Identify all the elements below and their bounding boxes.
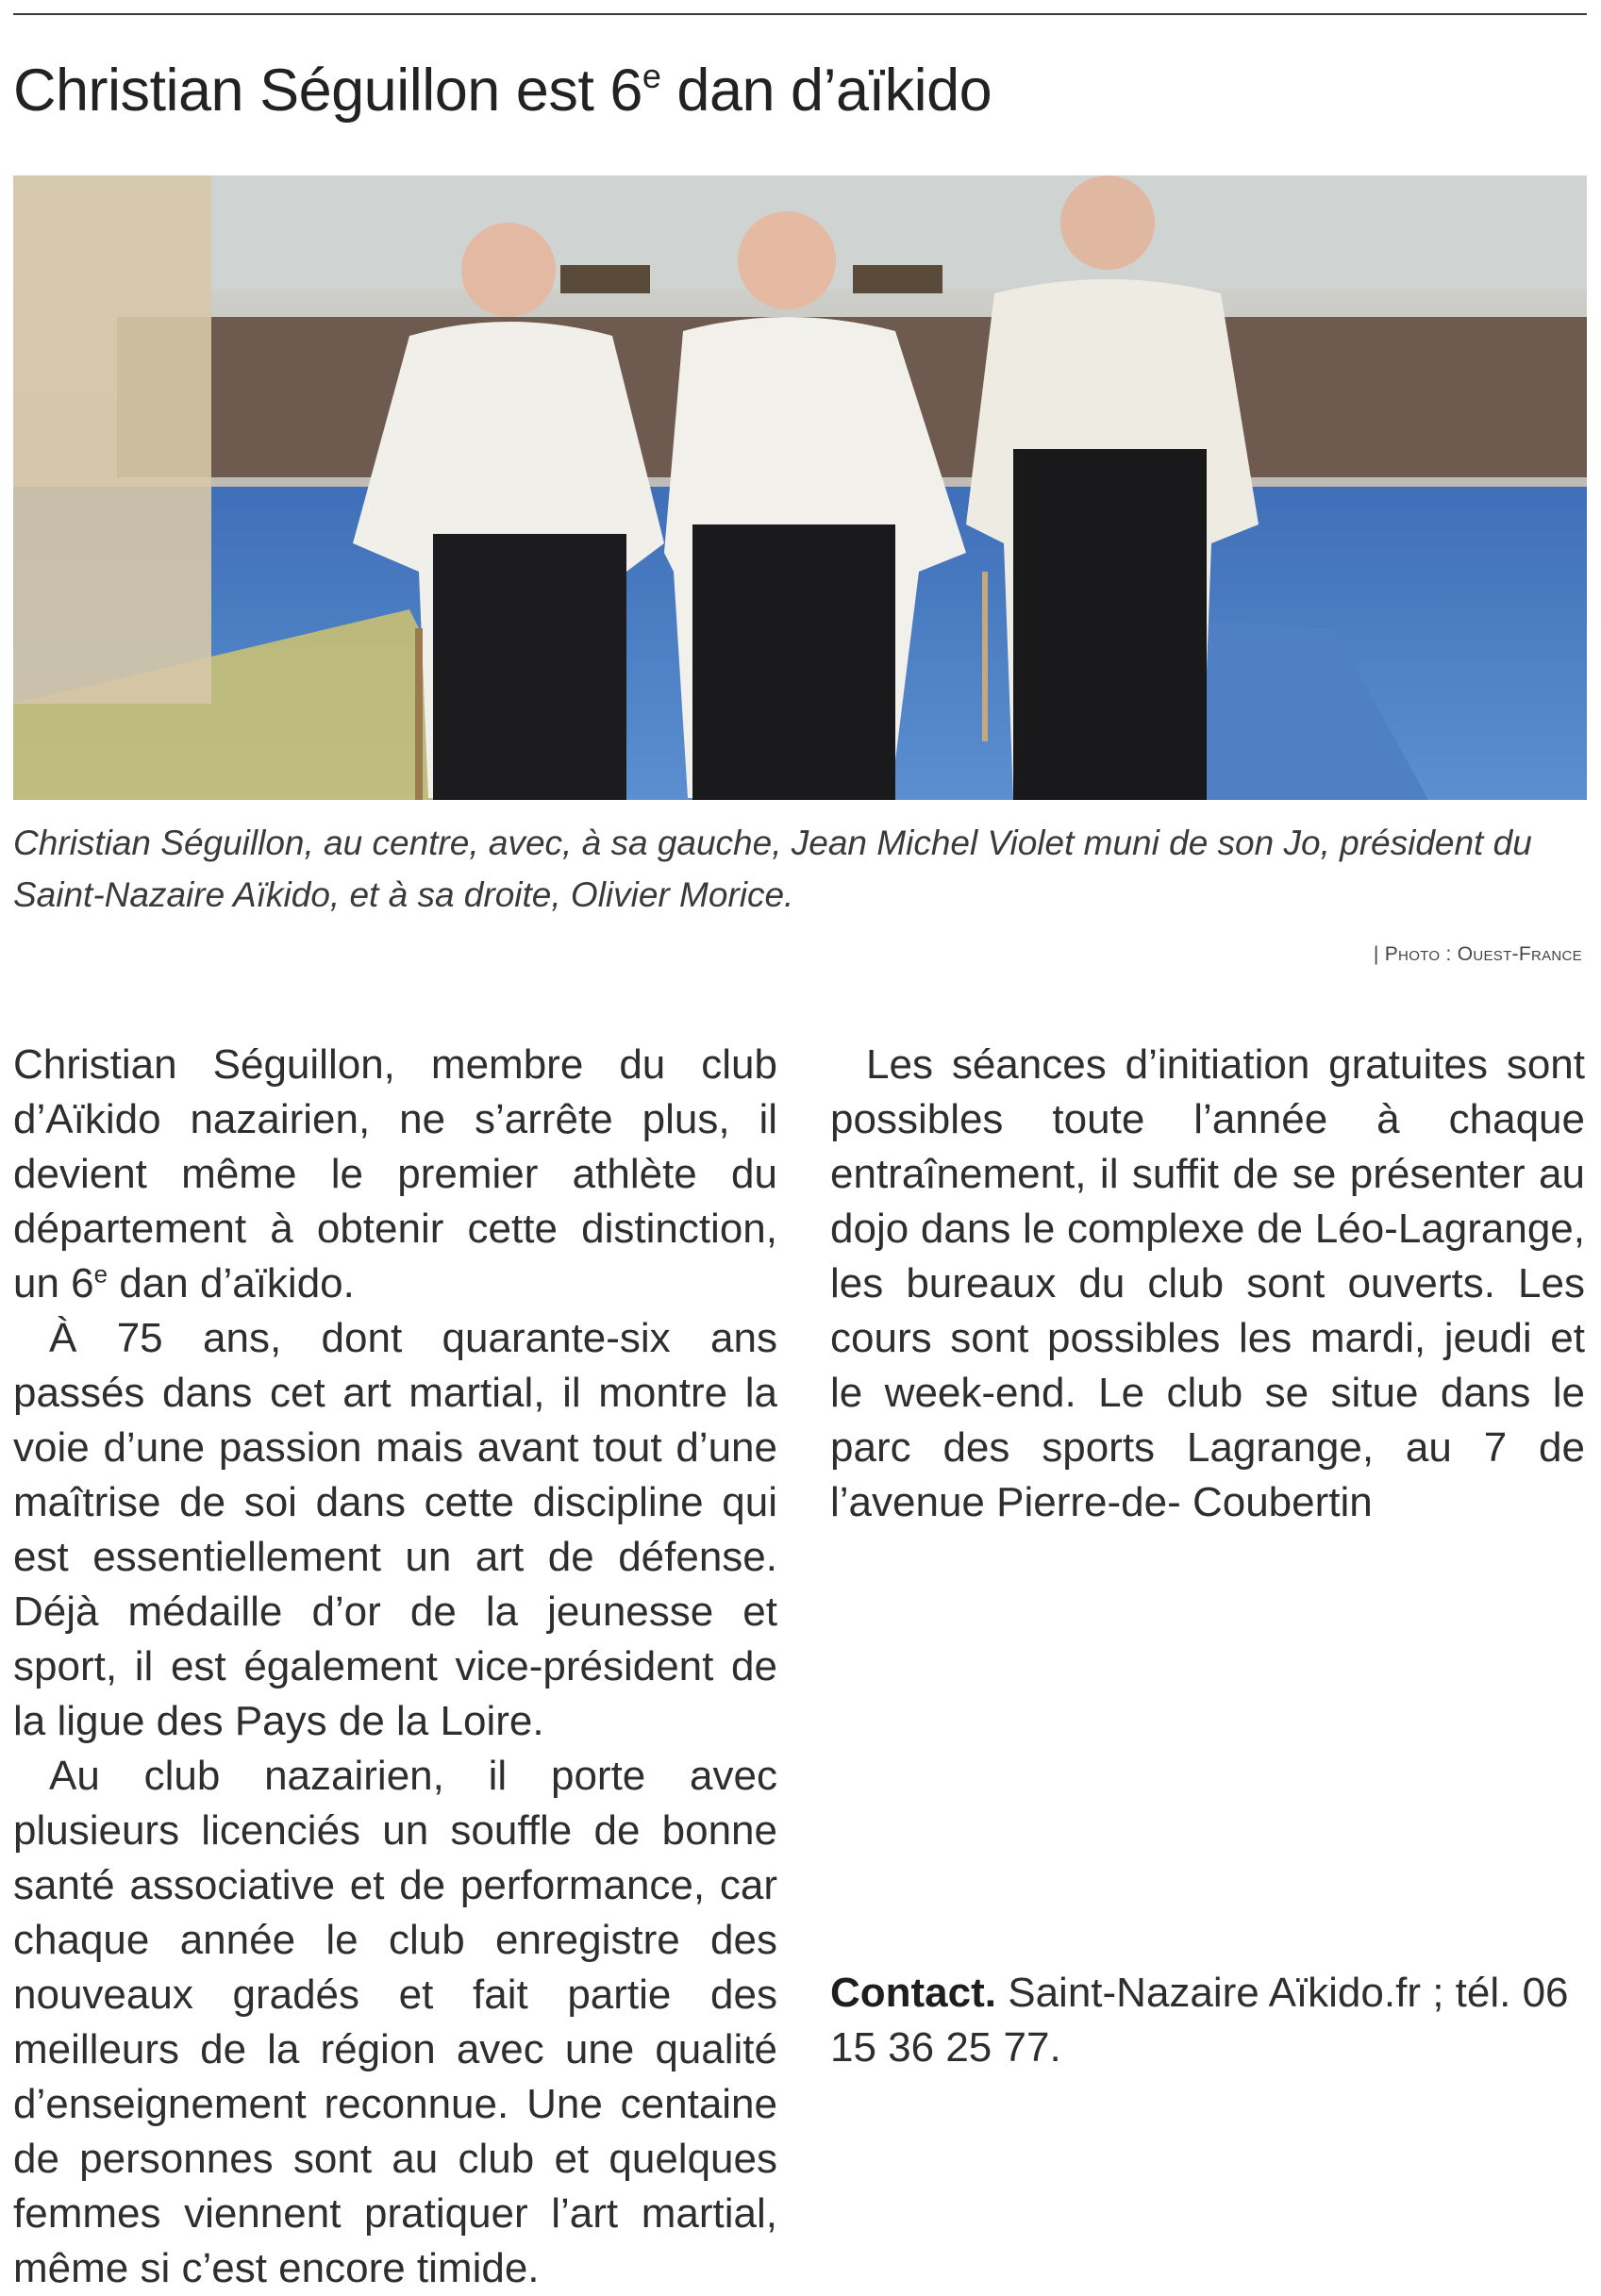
paragraph-2: À 75 ans, dont quarante-six ans passés dans cet art martial, il montre la voie d’une passion mais avant tout d’une maîtrise de soi dans cette discipline qui est essentiellement un art de défense. Déjà médaille d’or de la jeunesse et sport, il est également vice-président de la ligue des Pays de la Loire.: [13, 1315, 777, 1744]
paragraph-1: Christian Séguillon, membre du club d’Aïkido nazairien, ne s’arrête plus, il devient même le premier athlète du département à obtenir cette distinction, un 6e dan d’aïkido.: [13, 1041, 777, 1306]
top-rule: [13, 13, 1587, 15]
article-column-right-body: [830, 1038, 1585, 1943]
paragraph-3: Au club nazairien, il porte avec plusieurs licenciés un souffle de bonne santé associative et de performance, car chaque année le club enregistre des nouveaux gradés et fait partie des meilleurs de la région avec une qualité d’enseignement reconnue. Une centaine de personnes sont au club et quelques femmes viennent pratiquer l’art martial, même si c’est encore timide.: [13, 1753, 777, 2291]
article-column-left: [13, 1038, 777, 2296]
contact-details: Saint-Nazaire Aïkido.fr ; tél. 06 15 36 25 77.: [830, 1970, 1569, 2071]
headline: Christian Séguillon est 6e dan d’aïkido: [13, 57, 992, 124]
photo-caption: Christian Séguillon, au centre, avec, à sa gauche, Jean Michel Violet muni de son Jo, président du Saint-Nazaire Aïkido, et à sa droite, Olivier Morice.: [13, 824, 1532, 914]
paragraph-4: Les séances d’initiation gratuites sont possibles toute l’année à chaque entraînement, il suffit de se présenter au dojo dans le complexe de Léo-Lagrange, les bureaux du club sont ouverts. Les cours sont possibles les mardi, jeudi et le week-end. Le club se situe dans le parc des sports Lagrange, au 7 de l’avenue Pierre-de- Coubertin: [830, 1041, 1585, 1525]
contact-line: [830, 1966, 1585, 2075]
contact-label: Contact.: [830, 1970, 996, 2016]
article-photo: [13, 175, 1587, 800]
photo-credit: | Photo : Ouest-France: [1373, 943, 1582, 965]
dojo-photo-illustration: [13, 175, 1587, 800]
